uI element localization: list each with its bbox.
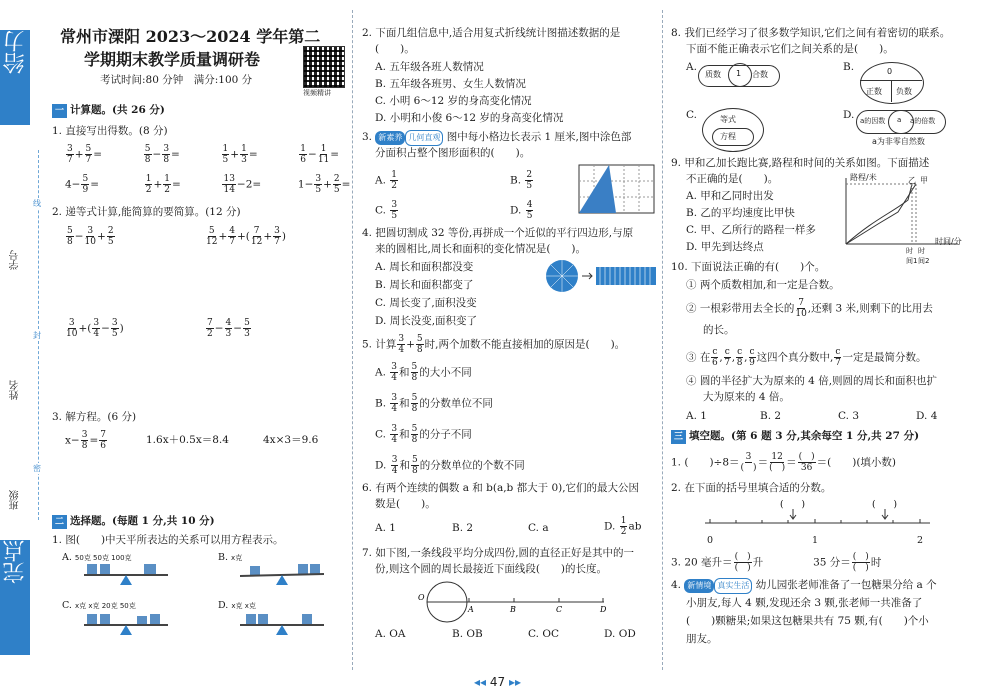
s2-q7b: 份,则这个圆的周长最接近下面线段( )的长度。 <box>375 563 608 575</box>
s2-q2C[interactable]: C. 小明 6～12 岁的身高变化情况 <box>375 95 532 107</box>
svg-text:B: B <box>510 605 516 614</box>
race-xlabel: 时间/分 <box>935 237 962 246</box>
section3-title: 填空题。(第 6 题 3 分,其余每空 1 分,共 27 分) <box>689 430 920 442</box>
exam-info: 考试时间:80 分钟 满分:100 分 <box>100 74 253 86</box>
s2-q4B[interactable]: B. 周长和面积都变了 <box>375 279 474 291</box>
column-divider-1 <box>352 10 353 670</box>
calc-row1: $\frac{3}{7}$ + $\frac{5}{7}$ = $\frac{5}{8}$ − $\frac{3}{8}$ = $\frac{1}{5}$ + $\frac{1}{3}$ = $\frac{1}{6}$ − $\frac{1}{11}$ = <box>67 144 340 165</box>
s2-q10A[interactable]: A. 1 <box>686 410 707 422</box>
balance-b <box>238 562 328 586</box>
venn-c-equation: 方程 <box>720 132 736 141</box>
calc-row2: 4− $\frac{5}{9}$ = $\frac{1}{2}$ + $\frac{1}{2}$ = $\frac{13}{14}$ −2= 1− $\frac{3}{5}$ + $\frac{2}{5}$ = <box>65 174 351 195</box>
qr-caption: 视频精讲 <box>303 89 331 97</box>
s2-q9: 9. 甲和乙加长跑比赛,路程和时间的关系如图。下面描述 <box>671 157 930 169</box>
race-label-jia: 甲 <box>920 176 928 185</box>
s1-q3: 3. 解方程。(6 分) <box>52 411 137 423</box>
s2-q10-4b: 大为原来的 4 倍。 <box>703 391 790 403</box>
s3-q4b: 小朋友,每人 4 颗,发现还余 3 颗,张老师一共准备了 <box>686 597 923 609</box>
s2-q2D[interactable]: D. 小明和小俊 6～12 岁的身高变化情况 <box>375 112 564 124</box>
expr-2: $\frac{5}{12}$ + $\frac{4}{7}$ +( $\frac{7}{12}$ + $\frac{3}{7}$ ) <box>206 226 287 247</box>
s2-q10-1: ① 两个质数相加,和一定是合数。 <box>686 279 840 291</box>
grid-shaded-figure <box>578 164 656 216</box>
q1-optC: C. x克 x克 20克 50克 <box>62 600 136 611</box>
s2-q2: 2. 下面几组信息中,适合用复式折线统计图描述数据的是 <box>362 27 621 39</box>
svg-text:D: D <box>600 605 607 614</box>
q1-optD: D. x克 x克 <box>218 600 256 611</box>
s2-q5: 5. 计算 $\frac{3}{4}$ + $\frac{5}{8}$ 时,两个加数不能直接相加的原因是( )。 <box>362 334 626 355</box>
binding-seal2-label: 密 <box>33 464 41 473</box>
tag-geometry: 几何直观 <box>405 130 443 146</box>
exam-title-line1: 常州市溧阳 2023～2024 学年第二 <box>60 27 321 46</box>
section2-heading <box>52 514 215 529</box>
s1-q2: 2. 递等式计算,能简算的要简算。(12 分) <box>52 206 241 218</box>
venn-d-factors: a的因数 <box>860 117 886 125</box>
q3-optA[interactable]: A. $\frac{1}{2}$ <box>375 170 397 191</box>
class-label: 班级 <box>10 490 21 510</box>
expr-1: $\frac{5}{8}$ − $\frac{3}{10}$ + $\frac{2}{5}$ <box>67 226 114 247</box>
s3-q2: 2. 在下面的括号里填合适的分数。 <box>671 482 832 494</box>
number-line-2: 2 <box>917 535 924 546</box>
q8-optA[interactable]: A. <box>686 61 697 73</box>
s3-q4d: 朋友。 <box>686 633 718 645</box>
expr-4: $\frac{7}{2}$ − $\frac{4}{3}$ − $\frac{5}{3}$ <box>207 318 250 339</box>
balance-d <box>238 612 328 636</box>
s2-q4D[interactable]: D. 周长没变,面积变了 <box>375 315 478 327</box>
s2-q10D[interactable]: D. 4 <box>916 410 938 422</box>
s2-q10: 10. 下面说法正确的有( )个。 <box>671 261 826 273</box>
tag-real-life: 真实生活 <box>714 578 752 594</box>
s3-q3: 3. 20 毫升＝ $\frac{( )}{( )}$ 升 35 分＝ $\frac{( )}{( )}$ 时 <box>671 552 882 573</box>
student-id-label: 学号 <box>10 250 21 270</box>
s2-q2b: ( )。 <box>375 43 415 55</box>
brand-strip-bottom-label: 完点 <box>3 540 28 584</box>
section3-heading <box>671 429 919 444</box>
race-t1: 时间1 <box>906 247 918 265</box>
s2-q7D[interactable]: D. OD <box>604 628 636 640</box>
s2-q5C[interactable]: C. $\frac{3}{4}$ 和 $\frac{5}{8}$ 的分子不同 <box>375 424 472 445</box>
page-number: 47 <box>489 675 506 689</box>
equation-3: 4x×3＝9.6 <box>263 434 319 446</box>
svg-text:O: O <box>418 593 425 602</box>
q8-optB[interactable]: B. <box>843 61 855 73</box>
race-ylabel: 路程/米 <box>850 173 877 182</box>
s2-q5B[interactable]: B. $\frac{3}{4}$ 和 $\frac{5}{8}$ 的分数单位不同 <box>375 393 493 414</box>
s2-q10-3: ③ 在 $\frac{c}{6}$ , $\frac{c}{7}$ , $\frac{c}{8}$ , $\frac{c}{9}$ 这四个真分数中, $\frac{c}{7}$ 一定是最简分数。 <box>686 347 927 368</box>
s2-q6B[interactable]: B. 2 <box>452 522 474 534</box>
svg-text:A: A <box>468 605 474 614</box>
q1-optA: A. 50克 50克 100克 <box>62 552 132 563</box>
equation-2: 1.6x＋0.5x＝8.4 <box>146 434 229 446</box>
section3-mark: 三 <box>671 430 686 444</box>
number-line <box>700 497 935 535</box>
s2-q1: 1. 图( )中天平所表达的关系可以用方程表示。 <box>52 534 284 546</box>
s2-q7B[interactable]: B. OB <box>452 628 483 640</box>
venn-a-prime: 质数 <box>705 70 721 79</box>
s1-q1: 1. 直接写出得数。(8 分) <box>52 125 168 137</box>
s2-q10-2c: 的长。 <box>703 324 735 336</box>
s2-q6b: 数是( )。 <box>375 498 436 510</box>
svg-text:( ): ( ) <box>872 500 898 510</box>
number-line-1: 1 <box>812 535 819 546</box>
s2-q9C[interactable]: C. 甲、乙所行的路程一样多 <box>686 224 816 236</box>
q8-optD[interactable]: D. <box>843 109 855 121</box>
segment-circle-figure <box>412 580 612 624</box>
circle-to-parallelogram <box>544 258 658 296</box>
expr-3: $\frac{3}{10}$ +( $\frac{3}{4}$ − $\frac{3}{5}$ ) <box>66 318 124 339</box>
s2-q4A[interactable]: A. 周长和面积都没变 <box>375 261 474 273</box>
s2-q5A[interactable]: A. $\frac{3}{4}$ 和 $\frac{5}{8}$ 的大小不同 <box>375 362 472 383</box>
venn-d-note: a为非零自然数 <box>872 137 925 146</box>
s2-q9b: 不正确的是( )。 <box>686 173 779 185</box>
venn-b-positive: 正数 <box>866 87 882 96</box>
balance-c <box>82 612 172 636</box>
section1-mark: 一 <box>52 104 67 118</box>
section1-title: 计算题。(共 26 分) <box>70 104 165 116</box>
venn-b-negative: 负数 <box>896 87 912 96</box>
venn-b-vline <box>891 80 892 102</box>
svg-text:( ): ( ) <box>780 500 806 510</box>
s2-q6D[interactable]: D. $\frac{1}{2}$ ab <box>604 516 642 537</box>
q8-optC[interactable]: C. <box>686 109 697 121</box>
column-divider-2 <box>662 10 663 670</box>
s2-q4b: 来的圆相比,周长和面积的变化情况是( )。 <box>375 243 587 255</box>
race-label-yi: 乙 <box>908 176 916 185</box>
brand-strip-bottom <box>0 540 30 655</box>
s3-q4: 4. 新情境 真实生活 幼儿园张老师准备了一包糖果分给 a 个 <box>671 578 937 594</box>
equation-1: x− $\frac{3}{8}$ = $\frac{7}{6}$ <box>65 430 107 451</box>
brand-strip-top-label: 给力 <box>3 30 28 74</box>
venn-a-composite: 合数 <box>752 70 768 79</box>
s2-q4C[interactable]: C. 周长变了,面积没变 <box>375 297 477 309</box>
s3-q1: 1. ( )÷8＝ $\frac{3}{( )}$ ＝ $\frac{12}{( )}$ ＝ $\frac{( )}{36}$ ＝( )(填小数) <box>671 452 897 473</box>
tag-new-context: 新情境 <box>684 579 714 593</box>
s2-q10-2: ② 一根彩带用去全长的 $\frac{7}{10}$ ,还剩 3 米,则剩下的比用去 <box>686 298 933 319</box>
venn-d-a: a <box>897 116 902 124</box>
s2-q7C[interactable]: C. OC <box>528 628 559 640</box>
s2-q3b: 分面积占整个图形面积的( )。 <box>375 147 531 159</box>
s2-q9D[interactable]: D. 甲先到达终点 <box>686 241 764 253</box>
s2-q6: 6. 有两个连续的偶数 a 和 b(a,b 都大于 0),它们的最大公因 <box>362 482 640 494</box>
s2-q8: 8. 我们已经学习了很多数学知识,它们之间有着密切的联系。 <box>671 27 951 39</box>
s2-q2B[interactable]: B. 五年级各班男、女生人数情况 <box>375 78 526 90</box>
s2-q6A[interactable]: A. 1 <box>375 522 396 534</box>
s2-q10B[interactable]: B. 2 <box>760 410 782 422</box>
exam-title-line2: 学期期末教学质量调研卷 <box>84 50 261 69</box>
qr-code[interactable] <box>303 46 345 88</box>
s2-q2A[interactable]: A. 五年级各班人数情况 <box>375 61 484 73</box>
brand-strip-top <box>0 30 30 125</box>
binding-line-label: 线 <box>33 199 41 208</box>
name-label: 姓名 <box>10 380 21 400</box>
svg-text:C: C <box>556 605 563 614</box>
section1-heading <box>52 103 165 118</box>
s2-q5D[interactable]: D. $\frac{3}{4}$ 和 $\frac{5}{8}$ 的分数单位的个数不同 <box>375 455 525 476</box>
venn-d-multiples: a的倍数 <box>910 117 936 125</box>
tag-new-literacy: 新素养 <box>375 131 405 145</box>
binding-seal-label: 封 <box>33 331 41 340</box>
page-number-row: ◂◂ 47 ▸▸ <box>474 675 522 689</box>
venn-c-equation-set: 等式 <box>720 115 736 124</box>
section2-mark: 二 <box>52 515 67 529</box>
s2-q7: 7. 如下图,一条线段平均分成四份,圆的直径正好是其中的一 <box>362 547 635 559</box>
q1-optB: B. x克 <box>218 552 243 563</box>
balance-a <box>82 562 172 586</box>
venn-a-one: 1 <box>736 69 742 78</box>
s2-q10-4: ④ 圆的半径扩大为原来的 4 倍,则圆的周长和面积也扩 <box>686 375 938 387</box>
s2-q8b: 下面不能正确表示它们之间关系的是( )。 <box>686 43 894 55</box>
race-t2: 时间2 <box>918 247 930 265</box>
s2-q9A[interactable]: A. 甲和乙同时出发 <box>686 190 774 202</box>
q3-optD[interactable]: D. $\frac{4}{5}$ <box>510 200 533 221</box>
s2-q4: 4. 把圆切割成 32 等份,再拼成一个近似的平行四边形,与原 <box>362 227 634 239</box>
s2-q7A[interactable]: A. OA <box>375 628 406 640</box>
s2-q3: 3. 新素养 几何直观 图中每小格边长表示 1 厘米,图中涂色部 <box>362 130 631 146</box>
number-line-0: 0 <box>707 535 714 546</box>
s2-q9B[interactable]: B. 乙的平均速度比甲快 <box>686 207 795 219</box>
s2-q6C[interactable]: C. a <box>528 522 549 534</box>
q3-optB[interactable]: B. $\frac{2}{5}$ <box>510 170 533 191</box>
venn-b-zero: 0 <box>887 67 893 76</box>
s2-q10C[interactable]: C. 3 <box>838 410 860 422</box>
s3-q4c: ( )颗糖果;如果这包糖果共有 75 颗,有( )个小 <box>686 615 929 627</box>
section2-title: 选择题。(每题 1 分,共 10 分) <box>70 515 215 527</box>
q3-optC[interactable]: C. $\frac{3}{5}$ <box>375 200 398 221</box>
